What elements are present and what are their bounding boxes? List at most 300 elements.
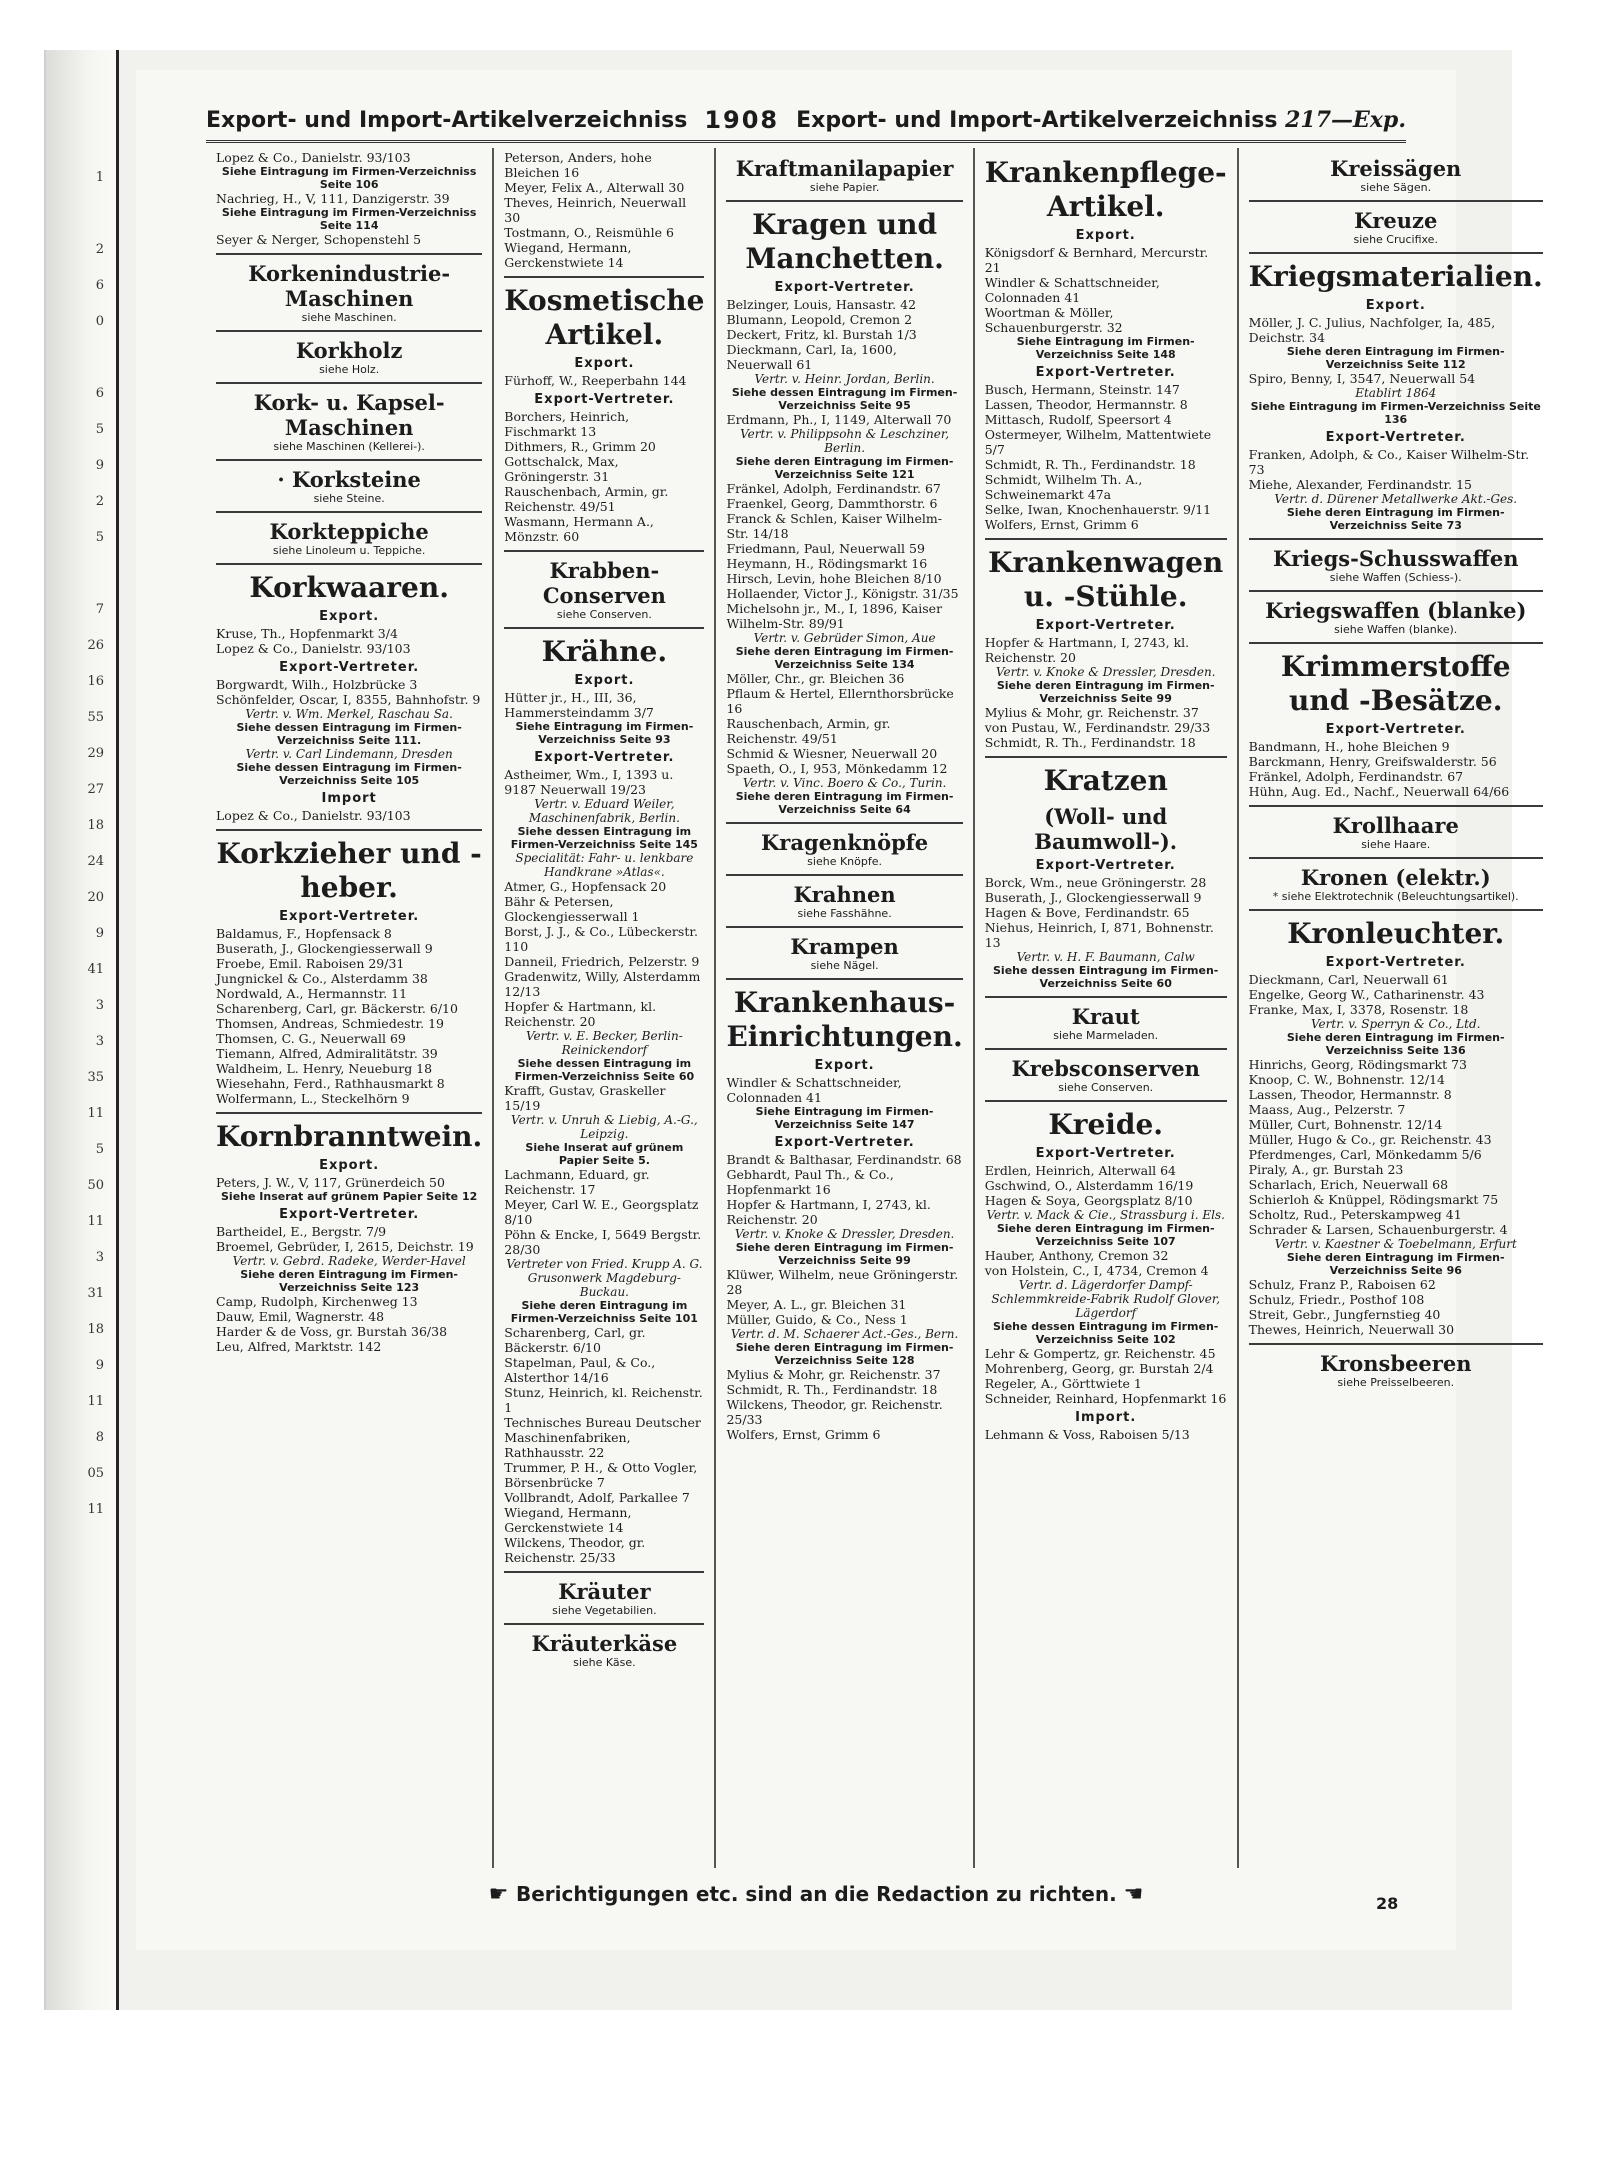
agency-note: Vertr. v. Vinc. Boero & Co., Turin. [742,776,947,790]
cross-reference: siehe Waffen (Schiess-). [1329,571,1462,584]
margin-number: 1 [95,170,104,185]
category-label: Export. [319,609,380,624]
listing-entry: Belzinger, Louis, Hansastr. 42 [726,297,917,312]
listing-entry: Wiegand, Hermann, Gerckenstwiete 14 [504,1505,632,1535]
directory-page [136,70,1543,1950]
subsection-heading: Kraut [1071,1004,1140,1029]
subsection-heading: Kragenknöpfe [761,830,929,855]
listing-entry: Schneider, Reinhard, Hopfenmarkt 16 [984,1391,1227,1406]
listing-entry: Borck, Wm., neue Gröningerstr. 28 [984,875,1207,890]
margin-number: 5 [95,530,104,545]
listing-entry: Jungnickel & Co., Alsterdamm 38 [216,971,428,986]
margin-number: 18 [87,1322,104,1337]
scan-frame [44,50,1543,2010]
subsection-heading: (Woll- und Baumwoll-). [1034,804,1178,854]
divider-rule [216,330,482,332]
listing-entry: Spaeth, O., I, 953, Mönkedamm 12 [726,761,948,776]
listing-entry: Mylius & Mohr, gr. Reichenstr. 37 [726,1367,941,1382]
listing-entry: Broemel, Gebrüder, I, 2615, Deichstr. 19 [216,1239,474,1254]
margin-number: 2 [95,242,104,257]
listing-entry: von Pustau, W., Ferdinandstr. 29/33 [984,720,1211,735]
listing-entry: Schmid & Wiesner, Neuerwall 20 [726,746,938,761]
subsection-heading: Kork- u. Kapsel-Maschinen [253,390,445,440]
register-note: Siehe deren Eintragung im Firmen-Verzeichniss Seite 112 [1286,345,1505,371]
divider-rule [1249,857,1543,859]
head-year: 1908 [704,106,780,134]
cross-reference: siehe Waffen (blanke). [1334,623,1458,636]
subsection-heading: Korkholz [295,338,403,363]
cross-reference: siehe Holz. [319,363,380,376]
margin-number: 16 [87,674,104,689]
listing-entry: Thewes, Heinrich, Neuerwall 30 [1248,1322,1455,1337]
listing-entry: Pferdmenges, Carl, Mönkedamm 5/6 [1248,1147,1482,1162]
head-right [796,107,1406,133]
listing-entry: Dithmers, R., Grimm 20 [504,439,656,454]
listing-entry: Brandt & Balthasar, Ferdinandstr. 68 [726,1152,962,1167]
cross-reference: siehe Maschinen (Kellerei-). [273,440,425,453]
category-label: Import [321,791,377,806]
divider-rule [726,200,962,202]
category-label: Export-Vertreter. [279,660,420,675]
listing-entry: Hagen & Bove, Ferdinandstr. 65 [984,905,1190,920]
subsection-heading: Kraftmanilapapier [735,156,954,181]
listing-entry: Engelke, Georg W., Catharinenstr. 43 [1248,987,1485,1002]
divider-rule [985,1048,1227,1050]
margin-number: 31 [87,1286,104,1301]
listing-entry: Borchers, Heinrich, Fischmarkt 13 [504,409,630,439]
listing-entry: Mittasch, Rudolf, Speersort 4 [984,412,1172,427]
margin-number: 6 [95,278,104,293]
margin-number: 11 [87,1106,104,1121]
listing-entry: Erdmann, Ph., I, 1149, Alterwall 70 [726,412,952,427]
agency-note: Vertr. d. M. Schaerer Act.-Ges., Bern. [730,1327,959,1341]
listing-entry: Thomsen, Andreas, Schmiedestr. 19 [216,1016,444,1031]
head-left-title: Export- und Import-Artikelverzeichniss [206,107,688,133]
register-note: Siehe Eintragung im Firmen-Verzeichniss Seite 148 [1016,335,1195,361]
register-note: Siehe dessen Eintragung im Firmen-Verzeichniss Seite 60 [514,1057,695,1083]
divider-rule [1249,538,1543,540]
register-note: Siehe dessen Eintragung im Firmen-Verzeichniss Seite 105 [236,761,462,787]
category-label: Export-Vertreter. [279,909,420,924]
divider-rule [985,756,1227,758]
listing-entry: Lachmann, Eduard, gr. Reichenstr. 17 [504,1167,650,1197]
listing-entry: von Holstein, C., I, 4734, Cremon 4 [984,1263,1209,1278]
listing-entry: Erdlen, Heinrich, Alterwall 64 [984,1163,1176,1178]
agency-note: Vertr. v. Knoke & Dressler, Dresden. [734,1227,955,1241]
section-heading: Korkzieher und -heber. [216,837,482,904]
running-head [206,100,1406,143]
cross-reference: siehe Sägen. [1360,181,1432,194]
listing-entry: Hinrichs, Georg, Rödingsmarkt 73 [1248,1057,1468,1072]
listing-entry: Schmidt, R. Th., Ferdinandstr. 18 [726,1382,938,1397]
subsection-heading: · Korksteine [277,467,421,492]
category-label: Export-Vertreter. [1325,430,1466,445]
subsection-heading: Korkteppiche [269,519,429,544]
listing-entry: Streit, Gebr., Jungfernstieg 40 [1248,1307,1441,1322]
agency-note: Vertr. v. Gebrüder Simon, Aue [753,631,936,645]
listing-entry: Stunz, Heinrich, kl. Reichenstr. 1 [504,1385,703,1415]
margin-number: 50 [87,1178,104,1193]
cross-reference: siehe Steine. [313,492,385,505]
listing-entry: Wiesehahn, Ferd., Rathhausmarkt 8 [216,1076,445,1091]
cross-reference: siehe Nägel. [810,959,879,972]
listing-entry: Bandmann, H., hohe Bleichen 9 [1248,739,1450,754]
subsection-heading: Krampen [790,934,899,959]
listing-entry: Gradenwitz, Willy, Alsterdamm 12/13 [504,969,701,999]
register-note: Siehe dessen Eintragung im Firmen-Verzeichniss Seite 95 [731,386,958,412]
category-label: Export-Vertreter. [1035,618,1176,633]
divider-rule [216,382,482,384]
listing-entry: Lopez & Co., Danielstr. 93/103 [216,150,411,165]
cross-reference: siehe Conserven. [1058,1081,1154,1094]
category-label: Export-Vertreter. [534,392,675,407]
listing-entry: Franck & Schlen, Kaiser Wilhelm-Str. 14/18 [726,511,942,541]
category-label: Export. [574,673,635,688]
margin-number: 2 [95,494,104,509]
divider-rule [1249,909,1543,911]
divider-rule [726,978,962,980]
listing-entry: Wilckens, Theodor, gr. Reichenstr. 25/33 [504,1535,646,1565]
pointing-hand-icon-right: ☚ [1123,1882,1144,1907]
listing-entry: Fürhoff, W., Reeperbahn 144 [504,373,687,388]
listing-entry: Hopfer & Hartmann, kl. Reichenstr. 20 [504,999,657,1029]
margin-number: 7 [95,602,104,617]
margin-number: 11 [87,1214,104,1229]
divider-rule [985,538,1227,540]
listing-entry: Mohrenberg, Georg, gr. Burstah 2/4 [984,1361,1214,1376]
listing-entry: Krafft, Gustav, Graskeller 15/19 [504,1083,666,1113]
listing-entry: Hirsch, Levin, hohe Bleichen 8/10 [726,571,942,586]
listing-entry: Lassen, Theodor, Hermannstr. 8 [984,397,1188,412]
listing-entry: Scharenberg, Carl, gr. Bäckerstr. 6/10 [216,1001,458,1016]
listing-entry: Leu, Alfred, Marktstr. 142 [216,1339,382,1354]
margin-number: 05 [87,1466,104,1481]
listing-entry: Mylius & Mohr, gr. Reichenstr. 37 [984,705,1199,720]
subsection-heading: Kreissägen [1330,156,1462,181]
listing-entry: Niehus, Heinrich, I, 871, Bohnenstr. 13 [984,920,1214,950]
listing-entry: Scharenberg, Carl, gr. Bäckerstr. 6/10 [504,1325,646,1355]
margin-number: 35 [87,1070,104,1085]
listing-entry: Fränkel, Adolph, Ferdinandstr. 67 [1248,769,1464,784]
listing-entry: Knoop, C. W., Bohnenstr. 12/14 [1248,1072,1445,1087]
listing-entry: Technisches Bureau Deutscher Maschinenfabriken, Rathhausstr. 22 [504,1415,701,1460]
listing-entry: Franke, Max, I, 3378, Rosenstr. 18 [1248,1002,1469,1017]
category-label: Import. [1075,1410,1137,1425]
listing-entry: Barckmann, Henry, Greifswalderstr. 56 [1248,754,1497,769]
subsection-heading: Korkenindustrie-Maschinen [248,261,451,311]
register-note: Siehe deren Eintragung im Firmen-Verzeichniss Seite 121 [735,455,954,481]
listing-entry: Müller, Hugo & Co., gr. Reichenstr. 43 [1248,1132,1492,1147]
listing-entry: Miehe, Alexander, Ferdinandstr. 15 [1248,477,1472,492]
agency-note: Vertr. v. E. Becker, Berlin-Reinickendorf [525,1029,683,1057]
listing-entry: Rauschenbach, Armin, gr. Reichenstr. 49/51 [504,484,669,514]
margin-number: 9 [95,926,104,941]
margin-number: 24 [87,854,104,869]
listing-entry: Schmidt, Wilhelm Th. A., Schweinemarkt 47a [984,472,1143,502]
agency-note: Etablirt 1864 [1355,386,1437,400]
divider-rule [1249,590,1543,592]
agency-note: Vertr. v. Knoke & Dressler, Dresden. [995,665,1216,679]
category-label: Export-Vertreter. [1325,722,1466,737]
subsection-heading: Krebsconserven [1011,1056,1200,1081]
register-note: Siehe deren Eintragung im Firmen-Verzeichniss Seite 134 [735,645,954,671]
margin-number [52,566,110,602]
listing-entry: Busch, Hermann, Steinstr. 147 [984,382,1180,397]
listing-entry: Meyer, A. L., gr. Bleichen 31 [726,1297,907,1312]
margin-number: 27 [87,782,104,797]
listing-entry: Klüwer, Wilhelm, neue Gröningerstr. 28 [726,1267,959,1297]
cross-reference: siehe Käse. [573,1656,636,1669]
cross-reference: siehe Haare. [1361,838,1431,851]
cross-reference: siehe Knöpfe. [807,855,882,868]
column-5 [1237,148,1553,1868]
listing-entry: Schönfelder, Oscar, I, 8355, Bahnhofstr. 9 [216,692,481,707]
listing-entry: Wasmann, Hermann A., Mönzstr. 60 [504,514,654,544]
listing-entry: Dieckmann, Carl, Ia, 1600, Neuerwall 61 [726,342,897,372]
listing-entry: Waldheim, L. Henry, Neueburg 18 [216,1061,433,1076]
listing-entry: Nordwald, A., Hermannstr. 11 [216,986,408,1001]
cross-reference: siehe Preisselbeeren. [1337,1376,1455,1389]
listing-entry: Buserath, J., Glockengiesserwall 9 [216,941,433,956]
register-note: Siehe deren Eintragung im Firmen-Verzeichniss Seite 99 [996,679,1215,705]
subsection-heading: Krahnen [793,882,896,907]
listing-entry: Stapelman, Paul, & Co., Alsterthor 14/16 [504,1355,656,1385]
subsection-heading: Krollhaare [1332,813,1459,838]
cross-reference: siehe Fasshähne. [797,907,892,920]
agency-note: Vertreter von Fried. Krupp A. G. Grusonwerk Magdeburg-Buckau. [506,1257,703,1299]
column-3 [714,148,972,1868]
listing-entry: Bähr & Petersen, Glockengiesserwall 1 [504,894,640,924]
listing-entry: Vollbrandt, Adolf, Parkallee 7 [504,1490,690,1505]
subsection-heading: Kronsbeeren [1319,1351,1472,1376]
listing-entry: Nachrieg, H., V, 111, Danzigerstr. 39 [216,191,450,206]
listing-entry: Wolfers, Ernst, Grimm 6 [984,517,1139,532]
category-label: Export. [1075,228,1136,243]
divider-rule [216,511,482,513]
listing-entry: Friedmann, Paul, Neuerwall 59 [726,541,925,556]
listing-entry: Gottschalck, Max, Gröningerstr. 31 [504,454,619,484]
listing-entry: Tostmann, O., Reismühle 6 [504,225,674,240]
register-note: Siehe deren Eintragung im Firmen-Verzeichniss Seite 123 [240,1268,458,1294]
agency-note: Vertr. v. Sperryn & Co., Ltd. [1310,1017,1481,1031]
divider-rule [985,1100,1227,1102]
listing-entry: Lehr & Gompertz, gr. Reichenstr. 45 [984,1346,1216,1361]
listing-entry: Schmidt, R. Th., Ferdinandstr. 18 [984,457,1196,472]
listing-entry: Hauber, Anthony, Cremon 32 [984,1248,1169,1263]
listing-entry: Müller, Guido, & Co., Ness 1 [726,1312,908,1327]
section-heading: Krähne. [541,635,668,668]
listing-entry: Gschwind, O., Alsterdamm 16/19 [984,1178,1194,1193]
listing-entry: Regeler, A., Görttwiete 1 [984,1376,1142,1391]
section-heading: Kratzen [1043,764,1168,797]
listing-entry: Möller, Chr., gr. Bleichen 36 [726,671,905,686]
listing-entry: Schrader & Larsen, Schauenburgerstr. 4 [1248,1222,1508,1237]
cross-reference: siehe Crucifixe. [1353,233,1438,246]
register-note: Siehe Eintragung im Firmen-Verzeichniss Seite 136 [1250,400,1541,426]
listing-entry: Theves, Heinrich, Neuerwall 30 [504,195,687,225]
margin-number: 29 [87,746,104,761]
register-note: Siehe dessen Eintragung im Firmen-Verzeichniss Seite 102 [993,1320,1219,1346]
section-heading: Krankenpflege-Artikel. [984,156,1227,223]
agency-note: Specialität: Fahr- u. lenkbare Handkrane »Atlas«. [515,851,694,879]
listing-entry: Hopfer & Hartmann, I, 2743, kl. Reichenstr. 20 [984,635,1190,665]
margin-number: 55 [87,710,104,725]
listing-entry: Baldamus, F., Hopfensack 8 [216,926,392,941]
agency-note: Vertr. v. Mack & Cie., Strassburg i. Els. [986,1208,1225,1222]
margin-number: 3 [95,1250,104,1265]
agency-note: Vertr. d. Lägerdorfer Dampf-Schlemmkreide-Fabrik Rudolf Glover, Lägerdorf [991,1278,1221,1320]
register-note: Siehe deren Eintragung im Firmen-Verzeichniss Seite 99 [735,1241,954,1267]
listing-entry: Borgwardt, Wilh., Holzbrücke 3 [216,677,418,692]
register-note: Siehe dessen Eintragung im Firmen-Verzeichniss Seite 111. [236,721,462,747]
listing-entry: Lopez & Co., Danielstr. 93/103 [216,641,411,656]
margin-number: 3 [95,1034,104,1049]
divider-rule [504,550,704,552]
cross-reference: siehe Papier. [809,181,880,194]
register-note: Siehe dessen Eintragung im Firmen-Verzeichniss Seite 60 [993,964,1219,990]
listing-entry: Scharlach, Erich, Neuerwall 68 [1248,1177,1449,1192]
listing-entry: Dauw, Emil, Wagnerstr. 48 [216,1309,385,1324]
notice-text: Berichtigungen etc. sind an die Redaction zu richten. [515,1882,1117,1906]
listing-entry: Trummer, P. H., & Otto Vogler, Börsenbrücke 7 [504,1460,698,1490]
listing-entry: Spiro, Benny, I, 3547, Neuerwall 54 [1248,371,1476,386]
section-heading: Kreide. [1048,1108,1164,1141]
divider-rule [1249,252,1543,254]
listing-entry: Lassen, Theodor, Hermannstr. 8 [1248,1087,1452,1102]
register-note: Siehe deren Eintragung im Firmen-Verzeichniss Seite 96 [1286,1251,1505,1277]
columns [206,148,1543,1868]
cross-reference: siehe Marmeladen. [1053,1029,1159,1042]
category-label: Export. [1365,298,1426,313]
listing-entry: Lopez & Co., Danielstr. 93/103 [216,808,411,823]
listing-entry: Kruse, Th., Hopfenmarkt 3/4 [216,626,398,641]
divider-rule [1249,642,1543,644]
subsection-heading: Kriegs-Schusswaffen [1272,546,1519,571]
book-gutter [46,50,119,2010]
listing-entry: Hopfer & Hartmann, I, 2743, kl. Reichenstr. 20 [726,1197,931,1227]
section-heading: Krimmerstoffe und -Besätze. [1280,650,1511,717]
listing-entry: Hollaender, Victor J., Königstr. 31/35 [726,586,959,601]
divider-rule [216,563,482,565]
listing-entry: Hühn, Aug. Ed., Nachf., Neuerwall 64/66 [1248,784,1510,799]
cross-reference: * siehe Elektrotechnik (Beleuchtungsartikel). [1272,890,1519,903]
margin-number: 41 [87,962,104,977]
agency-note: Vertr. v. Philippsohn & Leschziner, Berlin. [740,427,950,455]
divider-rule [504,1623,704,1625]
divider-rule [726,874,962,876]
listing-entry: Atmer, G., Hopfensack 20 [504,879,667,894]
listing-entry: Maass, Aug., Pelzerstr. 7 [1248,1102,1406,1117]
register-note: Siehe Eintragung im Firmen-Verzeichniss Seite 93 [515,720,694,746]
register-note: Siehe deren Eintragung im Firmen-Verzeichniss Seite 128 [735,1341,954,1367]
agency-note: Vertr. v. Unruh & Liebig, A.-G., Leipzig. [511,1113,698,1141]
section-heading: Krankenwagen u. -Stühle. [988,546,1224,613]
listing-entry: Fränkel, Adolph, Ferdinandstr. 67 [726,481,941,496]
agency-note: Vertr. v. Eduard Weiler, Maschinenfabrik, Berlin. [528,797,680,825]
listing-entry: Hagen & Soya, Georgsplatz 8/10 [984,1193,1193,1208]
margin-number: 9 [95,1358,104,1373]
divider-rule [216,829,482,831]
listing-entry: Hütter jr., H., III, 36, Hammersteindamm 3/7 [504,690,654,720]
agency-note: Vertr. d. Dürener Metallwerke Akt.-Ges. [1274,492,1518,506]
subsection-heading: Kräuterkäse [531,1631,678,1656]
listing-entry: Bartheidel, E., Bergstr. 7/9 [216,1224,387,1239]
listing-entry: Fraenkel, Georg, Dammthorstr. 6 [726,496,938,511]
agency-note: Vertr. v. Gebrd. Radeke, Werder-Havel [232,1254,466,1268]
listing-entry: Ostermeyer, Wilhelm, Mattentwiete 5/7 [984,427,1212,457]
cross-reference: siehe Vegetabilien. [552,1604,657,1617]
listing-entry: Froebe, Emil. Raboisen 29/31 [216,956,405,971]
listing-entry: Windler & Schattschneider, Colonnaden 41 [726,1075,902,1105]
register-note: Siehe Eintragung im Firmen-Verzeichniss Seite 106 [221,165,477,191]
listing-entry: Astheimer, Wm., I, 1393 u. 9187 Neuerwall 19/23 [504,767,674,797]
listing-entry: Heymann, H., Rödingsmarkt 16 [726,556,928,571]
margin-number [52,350,110,386]
listing-entry: Dieckmann, Carl, Neuerwall 61 [1248,972,1449,987]
listing-entry: Rauschenbach, Armin, gr. Reichenstr. 49/51 [726,716,891,746]
listing-entry: Windler & Schattschneider, Colonnaden 41 [984,275,1160,305]
listing-entry: Schulz, Franz P., Raboisen 62 [1248,1277,1436,1292]
subsection-heading: Kräuter [558,1579,651,1604]
divider-rule [216,459,482,461]
agency-note: Vertr. v. Kaestner & Toebelmann, Erfurt [1274,1237,1517,1251]
listing-entry: Seyer & Nerger, Schopenstehl 5 [216,232,422,247]
agency-note: Vertr. v. Heinr. Jordan, Berlin. [754,372,935,386]
subsection-heading: Krabben-Conserven [542,558,666,608]
listing-entry: Pflaum & Hertel, Ellernthorsbrücke 16 [726,686,954,716]
column-1 [206,148,492,1868]
agency-note: Vertr. v. Carl Lindemann, Dresden [245,747,453,761]
divider-rule [1249,805,1543,807]
listing-entry: Gebhardt, Paul Th., & Co., Hopfenmarkt 16 [726,1167,894,1197]
section-heading: Kosmetische Artikel. [504,284,705,351]
listing-entry: Piraly, A., gr. Burstah 23 [1248,1162,1404,1177]
margin-number: 5 [95,1142,104,1157]
margin-number: 18 [87,818,104,833]
margin-number: 6 [95,386,104,401]
register-note: Siehe deren Eintragung im Firmen-Verzeichniss Seite 107 [996,1222,1215,1248]
agency-note: Vertr. v. H. F. Baumann, Calw [1016,950,1195,964]
listing-entry: Michelsohn jr., M., I, 1896, Kaiser Wilhelm-Str. 89/91 [726,601,943,631]
listing-entry: Franken, Adolph, & Co., Kaiser Wilhelm-Str. 73 [1248,447,1530,477]
listing-entry: Buserath, J., Glockengiesserwall 9 [984,890,1202,905]
register-note: Siehe deren Eintragung im Firmen-Verzeichniss Seite 136 [1286,1031,1505,1057]
listing-entry: Woortman & Möller, Schauenburgerstr. 32 [984,305,1123,335]
correction-notice [406,1882,1226,1907]
head-page-ref: 217—Exp. [1285,107,1406,133]
divider-rule [1249,1343,1543,1345]
page-number: 28 [1376,1894,1399,1913]
listing-entry: Selke, Iwan, Knochenhauerstr. 9/11 [984,502,1212,517]
category-label: Export-Vertreter. [774,280,915,295]
column-2 [492,148,714,1868]
divider-rule [985,996,1227,998]
agency-note: Vertr. v. Wm. Merkel, Raschau Sa. [245,707,453,721]
subsection-heading: Kronen (elektr.) [1300,865,1491,890]
category-label: Export-Vertreter. [774,1135,915,1150]
register-note: Siehe deren Eintragung im Firmen-Verzeichniss Seite 73 [1286,506,1505,532]
register-note: Siehe dessen Eintragung im Firmen-Verzeichniss Seite 145 [510,825,698,851]
register-note: Siehe Eintragung im Firmen-Verzeichniss Seite 147 [755,1105,934,1131]
register-note: Siehe deren Eintragung im Firmen-Verzeichniss Seite 64 [735,790,954,816]
listing-entry: Müller, Curt, Bohnenstr. 12/14 [1248,1117,1443,1132]
divider-rule [216,1112,482,1114]
category-label: Export-Vertreter. [1035,365,1176,380]
register-note: Siehe Eintragung im Firmen-Verzeichniss Seite 114 [221,206,477,232]
listing-entry: Scholtz, Rud., Peterskampweg 41 [1248,1207,1462,1222]
divider-rule [504,1571,704,1573]
listing-entry: Wilckens, Theodor, gr. Reichenstr. 25/33 [726,1397,943,1427]
